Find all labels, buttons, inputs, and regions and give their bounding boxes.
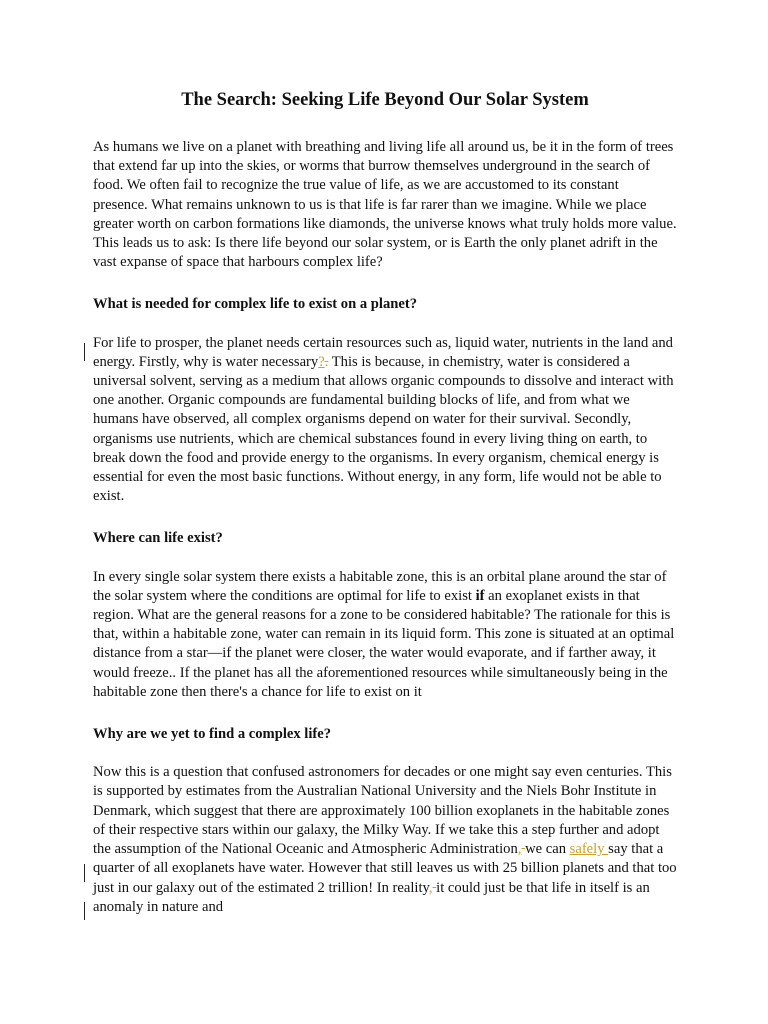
tracked-insertion[interactable]: safely (569, 841, 609, 858)
bold-word: if (475, 587, 485, 604)
document-title: The Search: Seeking Life Beyond Our Solar System (181, 90, 589, 110)
tracked-insertion[interactable]: , (517, 841, 522, 858)
text-run: it could just be that life in itself is an anomaly in nature and (93, 879, 650, 915)
needed-paragraph (93, 334, 677, 507)
tracked-deletion[interactable]: . (324, 353, 329, 370)
document-body (93, 88, 677, 940)
change-bar (84, 864, 85, 882)
text-run: say that a quarter of all exoplanets have water. However that still leaves us with 25 billion planets and that too just in our galaxy out of the estimated 2 trillion! In reality (93, 841, 677, 896)
text-run: For life to prosper, the planet needs certain resources such as, liquid water, nutrients in the land and energy. Firstly, why is water necessary (93, 334, 673, 370)
intro-paragraph: As humans we live on a planet with breathing and living life all around us, be it in the form of trees that extend far up into the skies, or worms that burrow themselves underground in the search of food. We often fail to recognize the true value of life, as we are accustomed to its constant presence. What remains unknown to us is that life is far rarer than we imagine. While we place greater worth on carbon formations like diamonds, the universe knows what truly holds more value. This leads us to ask: Is there life beyond our solar system, or is Earth the only planet adrift in the vast expanse of space that harbours complex life? (93, 139, 677, 271)
change-bar (84, 902, 85, 920)
section-heading-needed: What is needed for complex life to exist on a planet? (93, 296, 418, 313)
where-paragraph (93, 568, 677, 702)
section-heading-why: Why are we yet to find a complex life? (93, 726, 332, 743)
tracked-insertion[interactable]: , (428, 879, 433, 896)
text-run: an exoplanet exists in that region. What are the general reasons for a zone to be considered habitable? The rationale for this is that, within a habitable zone, water can remain in its liquid form. This zone is situated at an optimal distance from a star—if the planet were closer, the water would evaporate, and if farther away, it would freeze.. If the planet has all the aforementioned resources while simultaneously being in the habitable zone then there's a chance for life to exist on it (93, 587, 675, 700)
change-bar (84, 343, 85, 361)
why-paragraph (93, 763, 677, 917)
text-run: Now this is a question that confused astronomers for decades or one might say even centuries. This is supported by estimates from the Australian National University and the Niels Bohr Institute in Denmark, which suggest that there are approximately 100 billion exoplanets in the habitable zones of their respective stars within our galaxy, the Milky Way. If we take this a step further and adopt the assumption of the National Oceanic and Atmospheric Administration (93, 764, 672, 858)
tracked-insertion[interactable]: ? (318, 353, 325, 370)
text-run: In every single solar system there exists a habitable zone, this is an orbital plane around the star of the solar system where the conditions are optimal for life to exist (93, 568, 667, 604)
text-run: This is because, in chemistry, water is considered a universal solvent, serving as a medium that allows organic compounds to dissolve and interact with one another. Organic compounds are fundamental building blocks of life, and from what we humans have observed, all complex organisms depend on water for their survival. Secondly, organisms use nutrients, which are chemical substances found in every living thing on earth, to break down the food and provide energy to the organisms. In every organism, chemical energy is essential for even the most basic functions. Without energy, in any form, life would not be able to exist. (93, 353, 674, 505)
text-run: we can (525, 841, 570, 858)
section-heading-where: Where can life exist? (93, 530, 223, 547)
